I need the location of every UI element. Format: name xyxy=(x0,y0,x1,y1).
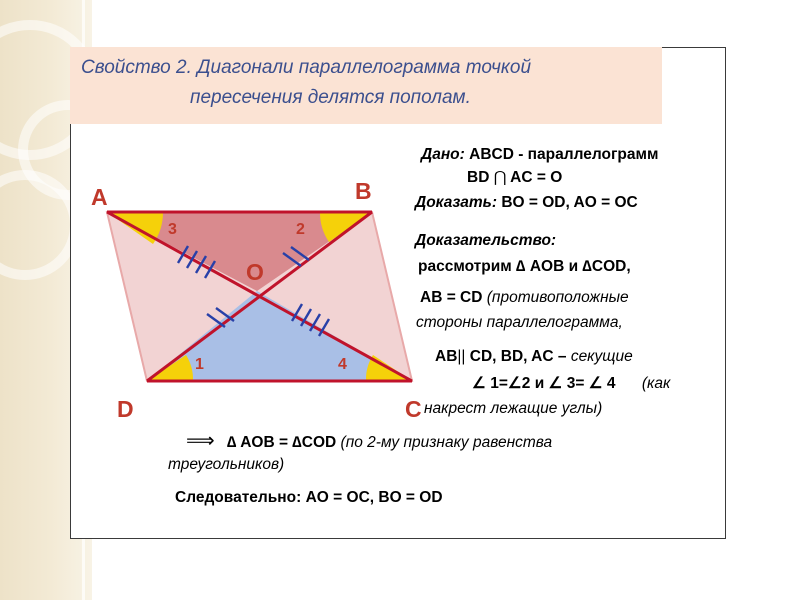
proof-angles-line xyxy=(472,374,670,393)
intersection-symbol: ⋂ xyxy=(493,169,507,186)
angle-label-2: 2 xyxy=(296,221,305,238)
vertex-label-d: D xyxy=(117,396,134,422)
proof-parallel-note: секущие xyxy=(570,348,633,365)
angle-label-3: 3 xyxy=(168,221,177,238)
given-text: ABCD - параллелограмм xyxy=(469,146,659,163)
parallel-symbol: || xyxy=(457,348,466,365)
vertex-label-b: B xyxy=(355,178,372,204)
proof-congruent-note-2: треугольников) xyxy=(168,456,285,473)
proof-congruent-line xyxy=(186,428,552,453)
proof-conclusion: Следовательно: AO = OC, BO = OD xyxy=(175,489,443,506)
proof-angles-note-2: накрест лежащие углы) xyxy=(424,400,603,417)
given-line-2 xyxy=(467,168,562,187)
implies-arrow-icon: ⟹ xyxy=(186,430,215,452)
angle-label-1: 1 xyxy=(195,356,204,373)
proof-angles-note: (как xyxy=(641,375,671,392)
vertex-label-a: A xyxy=(91,184,108,210)
proof-parallel-rest: CD, BD, AC – xyxy=(465,348,567,365)
title-line-1: Свойство 2. Диагонали параллелограмма точкой xyxy=(81,57,532,78)
vertex-label-o: O xyxy=(246,259,264,285)
proof-ab-cd-note-2: стороны параллелограмма, xyxy=(416,314,623,331)
given-ac: AC = O xyxy=(510,169,563,186)
proof-ab-cd-note: (противоположные xyxy=(486,289,629,306)
title-line-2: пересечения делятся пополам. xyxy=(190,87,471,108)
prove-text: BO = OD, AO = OC xyxy=(501,194,638,211)
proof-parallel-ab: AB xyxy=(435,348,458,365)
proof-label: Доказательство: xyxy=(415,232,557,249)
proof-congruent: ∆ AOB = ∆COD xyxy=(226,434,337,451)
vertex-label-c: C xyxy=(405,396,422,422)
prove-line xyxy=(415,194,638,212)
proof-ab-cd-line xyxy=(420,289,629,307)
given-line xyxy=(421,146,658,164)
prove-label: Доказать: xyxy=(415,194,498,211)
proof-consider: рассмотрим ∆ AOB и ∆COD, xyxy=(418,258,631,275)
proof-ab-cd: AB = CD xyxy=(420,289,483,306)
given-label: Дано: xyxy=(421,146,465,163)
given-bd: BD xyxy=(467,169,490,186)
proof-angles-eq: ∠ 1=∠2 и ∠ 3= ∠ 4 xyxy=(472,375,616,392)
proof-parallel-line xyxy=(435,348,633,366)
proof-congruent-note: (по 2-му признаку равенства xyxy=(340,434,553,451)
angle-label-4: 4 xyxy=(338,356,347,373)
